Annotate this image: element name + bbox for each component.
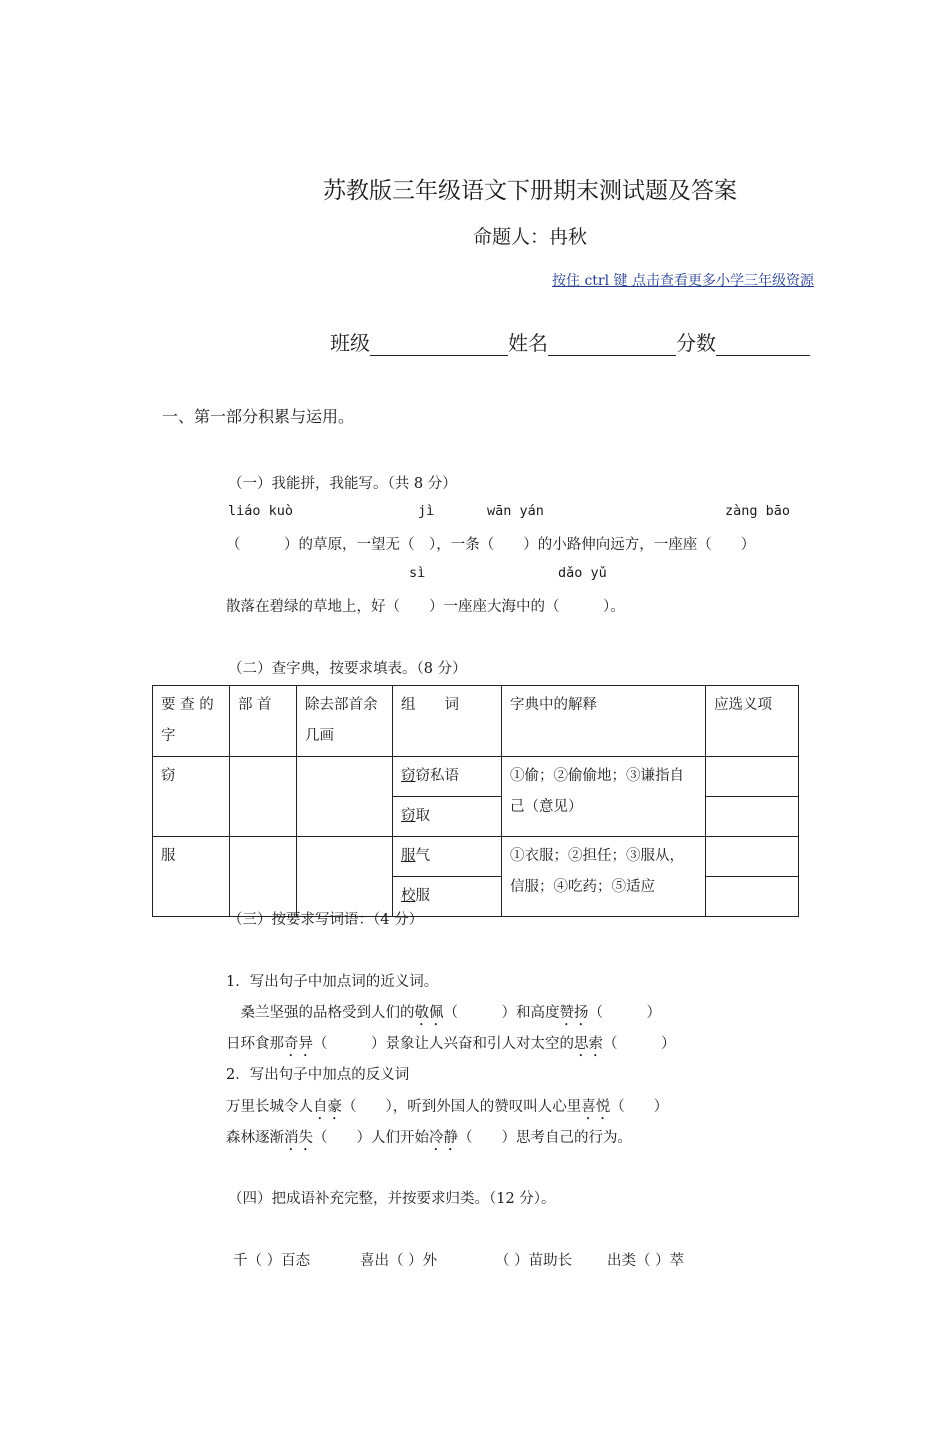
word-rest: 窃私语 [415, 768, 459, 784]
radical-cell[interactable] [230, 757, 297, 837]
question-1: 1．写出句子中加点词的近义词。 [226, 974, 439, 990]
idiom-1: 千（ ）百态 [233, 1253, 311, 1269]
pinyin-daoyu: dǎo yǔ [558, 565, 607, 581]
header-choice: 应选义项 [706, 686, 799, 757]
score-label: 分数 [676, 331, 716, 355]
resource-link[interactable]: 按住 ctrl 键 点击查看更多小学三年级资源 [552, 273, 814, 289]
fill-line-1: （ ）的草原，一望无（ ），一条（ ）的小路伸向远方，一座座（ ） [226, 537, 756, 553]
header-words: 组 词 [393, 686, 502, 757]
word-rest: 气 [415, 848, 430, 864]
explain-cell: ①偷；②偷偷地；③谦指自己（意见） [502, 757, 706, 837]
name-label: 姓名 [508, 331, 548, 355]
dotted-word: 赞扬 [559, 1005, 589, 1021]
explain-cell: ①衣服；②担任；③服从，信服；④吃药；⑤适应 [502, 837, 706, 917]
dotted-word: 喜悦 [581, 1099, 611, 1115]
radical-cell[interactable] [230, 837, 297, 917]
text: （ ）思考自己的行为。 [458, 1130, 632, 1146]
class-label: 班级 [330, 331, 370, 355]
word-cell [393, 757, 502, 797]
text: 桑兰坚强的品格受到人们的 [226, 1005, 415, 1021]
pinyin-si: sì [409, 565, 426, 581]
pinyin-liaokuo: liáo kuò [228, 503, 294, 519]
text: （ ） [588, 1005, 661, 1021]
part3-heading: （三）按要求写词语：（4 分） [228, 912, 424, 928]
q1-sentence-1 [226, 1001, 661, 1029]
strokes-cell[interactable] [297, 757, 393, 837]
underlined-char: 窃 [401, 808, 416, 824]
text: （ ），听到外国人的赞叹叫人心里 [342, 1099, 582, 1115]
name-blank[interactable] [548, 329, 676, 356]
header-char: 要 查 的 字 [153, 686, 230, 757]
student-info-line [330, 327, 810, 356]
dotted-word: 自豪 [313, 1099, 342, 1115]
header-radical: 部 首 [230, 686, 297, 757]
text: （ ） [603, 1036, 676, 1052]
header-strokes: 除去部首余几画 [297, 686, 393, 757]
dotted-word: 敬佩 [414, 1005, 444, 1021]
table-header-row [153, 686, 799, 757]
dotted-word: 思索 [574, 1036, 603, 1052]
text: 森林逐渐 [226, 1130, 284, 1146]
choice-cell[interactable] [706, 837, 799, 877]
text: （ ）和高度 [443, 1005, 560, 1021]
question-2: 2．写出句子中加点的反义词 [226, 1067, 410, 1083]
text: （ ） [610, 1099, 669, 1115]
part1-heading: （一）我能拼，我能写。（共 8 分） [228, 476, 457, 492]
header-explain: 字典中的解释 [502, 686, 706, 757]
q2-sentence-1 [226, 1095, 668, 1123]
part4-heading: （四）把成语补充完整，并按要求归类。（12 分）。 [228, 1191, 556, 1207]
text: （ ）景象让人兴奋和引人对太空的 [313, 1036, 574, 1052]
underlined-char: 校 [401, 888, 416, 904]
text: （ ）人们开始 [313, 1130, 429, 1146]
class-blank[interactable] [370, 329, 508, 356]
word-rest: 服 [415, 888, 430, 904]
choice-cell[interactable] [706, 797, 799, 837]
row-char: 服 [153, 837, 230, 917]
text: 万里长城令人 [226, 1099, 313, 1115]
pinyin-ji: jì [418, 503, 435, 519]
table-row [153, 757, 799, 797]
underlined-char: 服 [401, 848, 416, 864]
q2-sentence-2 [226, 1126, 632, 1154]
q1-sentence-2 [226, 1032, 676, 1060]
idiom-4: 出类（ ）萃 [607, 1253, 685, 1269]
idiom-2: 喜出（ ）外 [360, 1253, 438, 1269]
idiom-3: （ ）苗助长 [495, 1253, 573, 1269]
pinyin-zangbao: zàng bāo [725, 503, 791, 519]
word-cell [393, 837, 502, 877]
dictionary-table [152, 685, 799, 917]
section-heading: 一、第一部分积累与运用。 [162, 407, 355, 426]
dotted-word: 冷静 [429, 1130, 458, 1146]
choice-cell[interactable] [706, 757, 799, 797]
strokes-cell[interactable] [297, 837, 393, 917]
author-line: 命题人：冉秋 [472, 226, 587, 248]
underlined-char: 窃 [401, 768, 416, 784]
text: 日环食那 [226, 1036, 284, 1052]
word-rest: 取 [415, 808, 430, 824]
dotted-word: 消失 [284, 1130, 313, 1146]
part2-heading: （二）查字典，按要求填表。（8 分） [228, 661, 467, 677]
word-cell [393, 797, 502, 837]
page-title: 苏教版三年级语文下册期末测试题及答案 [323, 178, 737, 204]
choice-cell[interactable] [706, 877, 799, 917]
table-row [153, 837, 799, 877]
fill-line-2: 散落在碧绿的草地上，好（ ）一座座大海中的（ ）。 [226, 599, 625, 615]
dotted-word: 奇异 [284, 1036, 313, 1052]
score-blank[interactable] [716, 329, 810, 356]
pinyin-wanyan: wān yán [487, 503, 544, 519]
row-char: 窃 [153, 757, 230, 837]
